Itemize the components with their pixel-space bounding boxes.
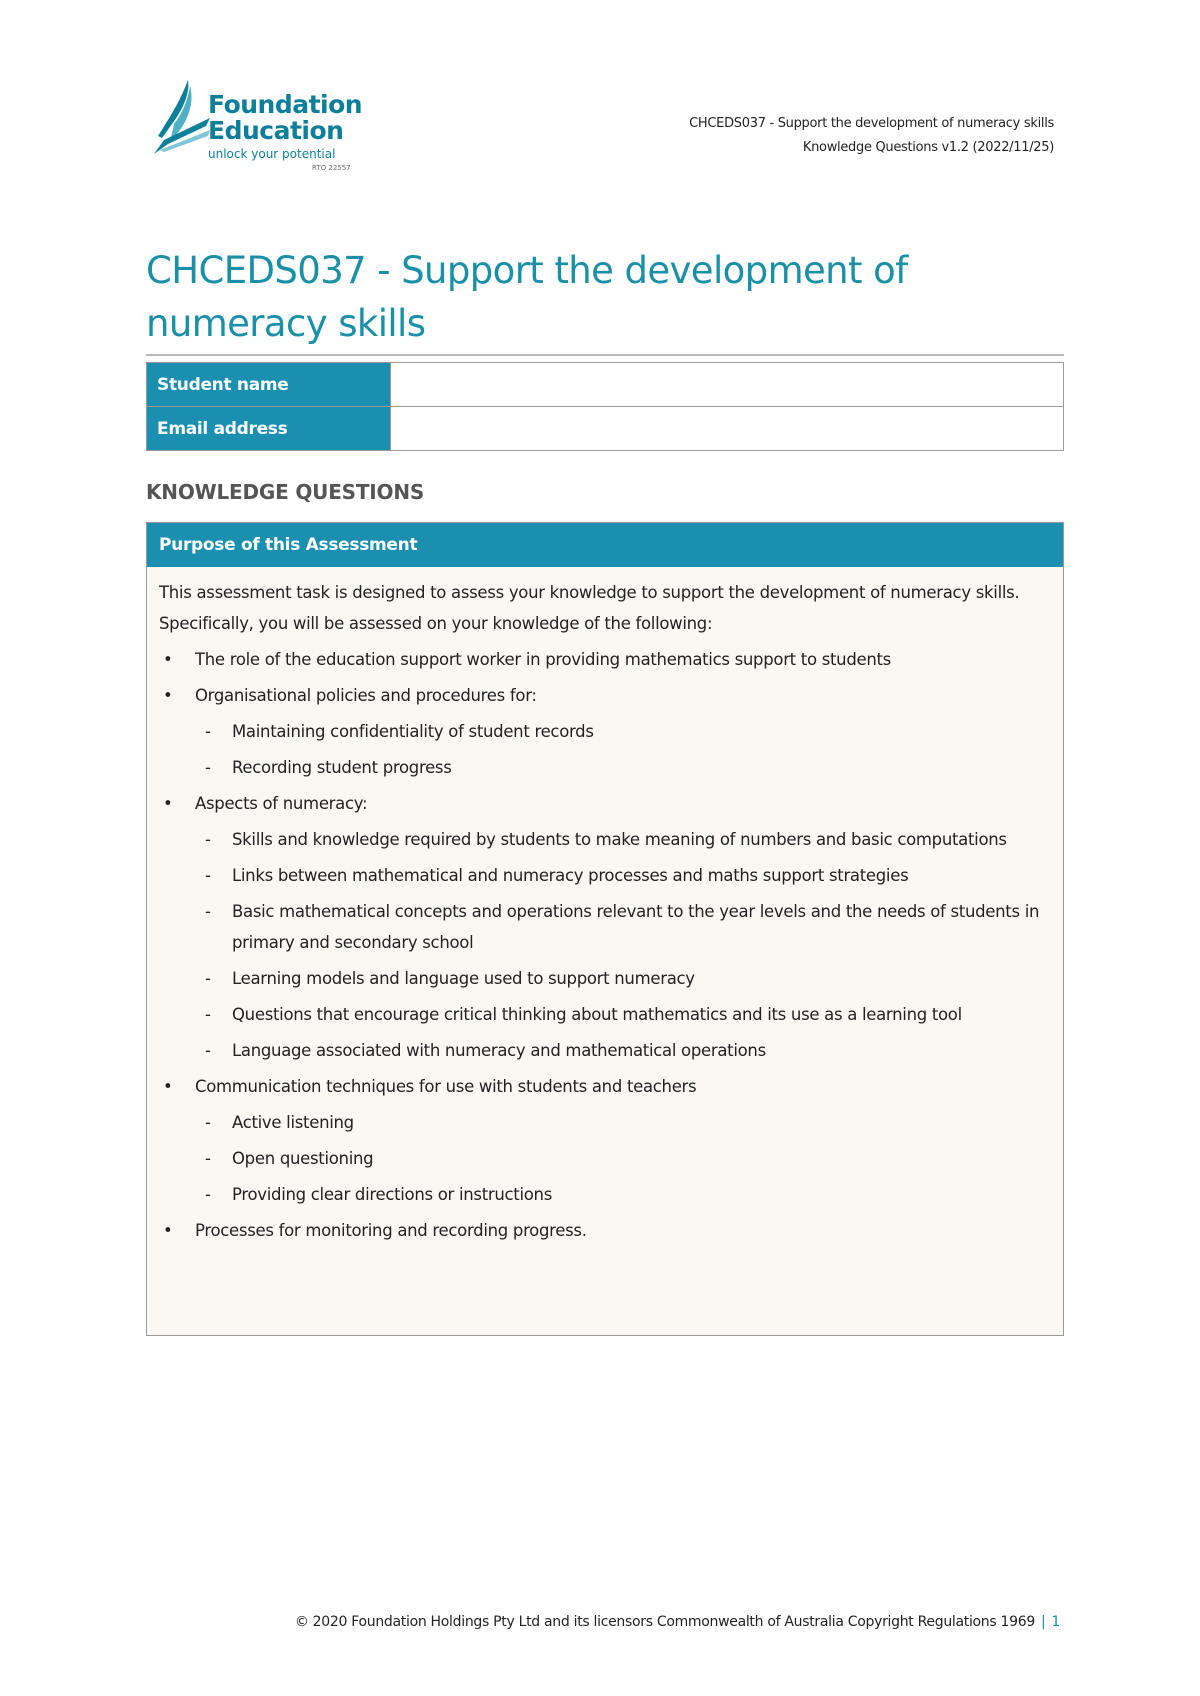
sub-list-item <box>159 963 1051 994</box>
list-item <box>159 680 1051 711</box>
sub-list-item <box>159 1179 1051 1210</box>
dash-icon: - <box>205 1005 211 1024</box>
list-item <box>159 1215 1051 1246</box>
list-item <box>159 788 1051 819</box>
sub-list-item-text: Learning models and language used to support numeracy <box>232 969 695 988</box>
sub-list-item-text: Basic mathematical concepts and operations relevant to the year levels and the needs of students in primary and secondary school <box>232 902 1040 952</box>
sub-list-item-text: Providing clear directions or instructions <box>232 1185 553 1204</box>
sub-list-item-text: Recording student progress <box>232 758 452 777</box>
sub-list-item <box>159 1035 1051 1066</box>
dash-icon: - <box>205 1041 211 1060</box>
dash-icon: - <box>205 830 211 849</box>
purpose-body <box>147 567 1063 1246</box>
sub-list-item <box>159 999 1051 1030</box>
sub-list-item <box>159 1107 1051 1138</box>
quill-logo-icon <box>150 78 212 158</box>
list-item <box>159 644 1051 675</box>
sub-list-item <box>159 896 1051 958</box>
dash-icon: - <box>205 758 211 777</box>
email-address-label: Email address <box>147 407 391 451</box>
foundation-education-logo <box>150 72 370 182</box>
student-name-label: Student name <box>147 363 391 407</box>
copyright-text: © 2020 Foundation Holdings Pty Ltd and its licensors Commonwealth of Australia Copyright Regulations 1969 <box>294 1614 1035 1630</box>
header-unit-title: CHCEDS037 - Support the development of numeracy skills <box>689 116 1054 131</box>
sub-list-item <box>159 1143 1051 1174</box>
list-item-text: The role of the education support worker in providing mathematics support to students <box>195 650 891 669</box>
dash-icon: - <box>205 902 211 921</box>
logo-wordmark <box>208 92 362 161</box>
list-item-text: Communication techniques for use with students and teachers <box>195 1077 697 1096</box>
purpose-of-assessment-box <box>146 522 1064 1336</box>
bullet-icon: • <box>163 1221 173 1240</box>
page-header-meta <box>689 112 1054 160</box>
sub-list-item <box>159 860 1051 891</box>
sub-list-item-text: Questions that encourage critical thinking about mathematics and its use as a learning tool <box>232 1005 962 1024</box>
sub-list-item-text: Language associated with numeracy and mathematical operations <box>232 1041 766 1060</box>
title-divider <box>146 354 1064 356</box>
sub-list-item-text: Open questioning <box>232 1149 374 1168</box>
page-footer <box>295 1614 1060 1630</box>
table-row <box>147 363 1064 407</box>
logo-word-foundation: Foundation <box>208 90 363 119</box>
dash-icon: - <box>205 866 211 885</box>
purpose-heading: Purpose of this Assessment <box>147 523 1063 567</box>
student-name-field[interactable] <box>391 363 1064 407</box>
sub-list-item <box>159 824 1051 855</box>
header-version: Knowledge Questions v1.2 (2022/11/25) <box>802 140 1054 155</box>
sub-list-item <box>159 752 1051 783</box>
sub-list-item-text: Links between mathematical and numeracy processes and maths support strategies <box>232 866 909 885</box>
bullet-icon: • <box>163 650 173 669</box>
sub-list-item-text: Skills and knowledge required by students to make meaning of numbers and basic computations <box>232 830 1007 849</box>
list-item-text: Processes for monitoring and recording progress. <box>195 1221 587 1240</box>
logo-rto-number: RTO 22557 <box>312 164 351 172</box>
list-item-text: Aspects of numeracy: <box>195 794 368 813</box>
sub-list-item <box>159 716 1051 747</box>
logo-tagline: unlock your potential <box>208 147 336 161</box>
bullet-icon: • <box>163 794 173 813</box>
bullet-icon: • <box>163 1077 173 1096</box>
bullet-icon: • <box>163 686 173 705</box>
dash-icon: - <box>205 1185 211 1204</box>
email-address-field[interactable] <box>391 407 1064 451</box>
section-heading: KNOWLEDGE QUESTIONS <box>146 480 425 504</box>
list-item <box>159 1071 1051 1102</box>
student-details-table <box>146 362 1064 451</box>
table-row <box>147 407 1064 451</box>
purpose-list <box>159 644 1051 1246</box>
document-title: CHCEDS037 - Support the development of numeracy skills <box>146 249 908 345</box>
sub-list-item-text: Maintaining confidentiality of student records <box>232 722 594 741</box>
footer-separator: | <box>1040 1614 1046 1630</box>
logo-word-education: Education <box>208 116 344 145</box>
sub-list-item-text: Active listening <box>232 1113 354 1132</box>
dash-icon: - <box>205 1149 211 1168</box>
list-item-text: Organisational policies and procedures for: <box>195 686 537 705</box>
dash-icon: - <box>205 722 211 741</box>
page-number: 1 <box>1051 1614 1060 1630</box>
purpose-intro: This assessment task is designed to assess your knowledge to support the development of numeracy skills. Specifically, you will be assessed on your knowledge of the following: <box>159 583 1020 633</box>
dash-icon: - <box>205 1113 211 1132</box>
dash-icon: - <box>205 969 211 988</box>
